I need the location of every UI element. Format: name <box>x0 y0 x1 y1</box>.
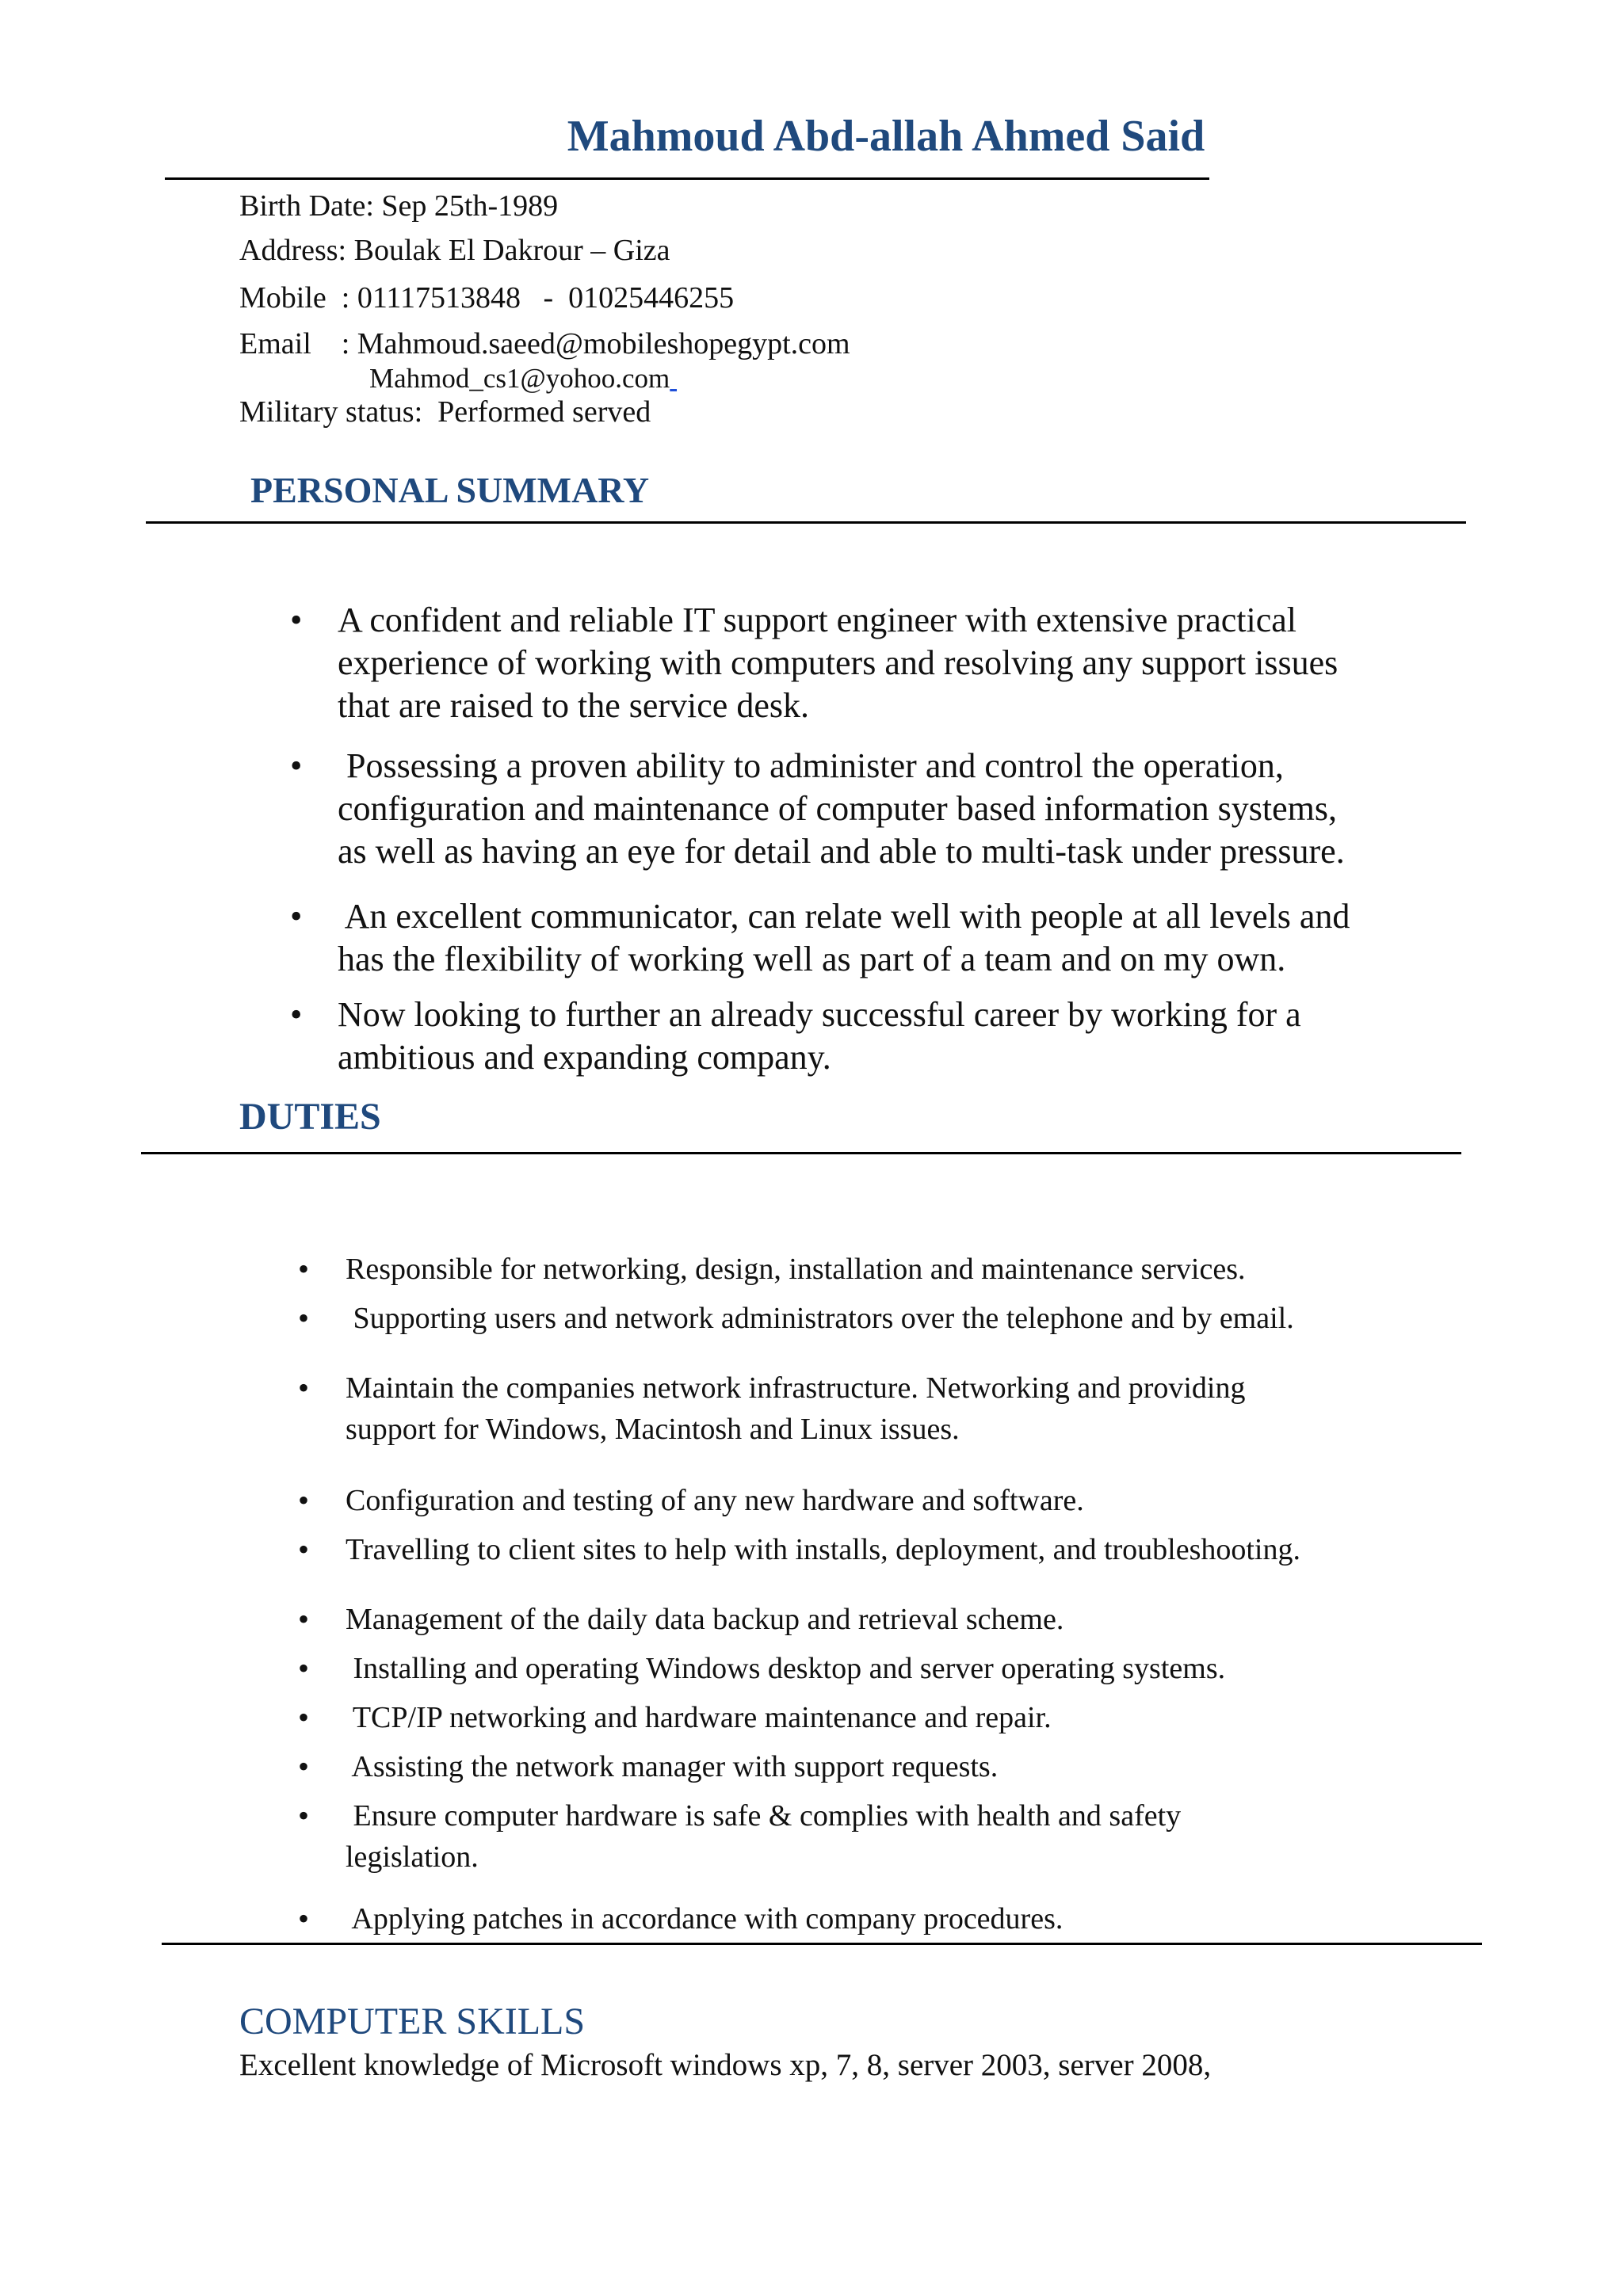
bullet-icon: • <box>298 1650 310 1686</box>
personal-summary-heading: PERSONAL SUMMARY <box>250 470 650 510</box>
header-rule <box>165 177 1209 180</box>
candidate-name: Mahmoud Abd-allah Ahmed Said <box>567 112 1205 161</box>
bullet-icon: • <box>290 995 303 1034</box>
duties-rule <box>141 1152 1461 1154</box>
bullet-icon: • <box>298 1749 310 1784</box>
duty-text: Supporting users and network administrators over the telephone and by email. <box>346 1302 1294 1335</box>
summary-text: has the flexibility of working well as part of a team and on my own. <box>338 940 1286 978</box>
duty-text: Management of the daily data backup and retrieval scheme. <box>346 1603 1064 1636</box>
duty-text: Assisting the network manager with support requests. <box>346 1750 999 1783</box>
duty-text: support for Windows, Macintosh and Linux issues. <box>346 1413 960 1446</box>
summary-text: as well as having an eye for detail and able to multi-task under pressure. <box>338 832 1345 871</box>
summary-text: Now looking to further an already successful career by working for a <box>338 995 1301 1034</box>
duties-bottom-rule <box>162 1943 1482 1945</box>
personal-summary-rule <box>146 521 1466 524</box>
duty-text: legislation. <box>346 1840 479 1874</box>
email: Email : Mahmoud.saeed@mobileshopegypt.com <box>239 327 850 360</box>
summary-text: configuration and maintenance of computer based information systems, <box>338 789 1337 828</box>
duty-text: Maintain the companies network infrastructure. Networking and providing <box>346 1371 1246 1405</box>
military-status: Military status: Performed served <box>239 395 651 429</box>
duty-text: Installing and operating Windows desktop and server operating systems. <box>346 1652 1226 1685</box>
birth-date: Birth Date: Sep 25th-1989 <box>239 189 559 223</box>
summary-text: ambitious and expanding company. <box>338 1038 831 1077</box>
duty-text: Responsible for networking, design, installation and maintenance services. <box>346 1253 1246 1286</box>
computer-skills-heading: COMPUTER SKILLS <box>239 2000 586 2042</box>
bullet-icon: • <box>298 1601 310 1637</box>
email-secondary <box>369 363 677 395</box>
mobile: Mobile : 01117513848 - 01025446255 <box>239 281 735 315</box>
bullet-icon: • <box>290 601 303 639</box>
address: Address: Boulak El Dakrour – Giza <box>239 234 670 267</box>
duty-text: Configuration and testing of any new hardware and software. <box>346 1484 1084 1517</box>
duty-text: Travelling to client sites to help with installs, deployment, and troubleshooting. <box>346 1533 1300 1566</box>
bullet-icon: • <box>298 1251 310 1287</box>
summary-text: experience of working with computers and resolving any support issues <box>338 643 1338 682</box>
duty-text: Ensure computer hardware is safe & complies with health and safety <box>346 1799 1182 1833</box>
computer-skills-text: Excellent knowledge of Microsoft windows xp, 7, 8, server 2003, server 2008, <box>239 2048 1212 2082</box>
bullet-icon: • <box>298 1370 310 1405</box>
summary-text: A confident and reliable IT support engineer with extensive practical <box>338 601 1296 639</box>
duties-heading: DUTIES <box>239 1096 381 1138</box>
summary-text: An excellent communicator, can relate well with people at all levels and <box>338 897 1350 936</box>
email-secondary-text[interactable]: Mahmod_cs1@yohoo.com <box>369 363 670 394</box>
bullet-icon: • <box>298 1531 310 1567</box>
bullet-icon: • <box>298 1482 310 1518</box>
bullet-icon: • <box>290 746 303 785</box>
link-underline <box>670 363 677 394</box>
duty-text: Applying patches in accordance with company procedures. <box>346 1902 1064 1936</box>
bullet-icon: • <box>290 897 303 936</box>
bullet-icon: • <box>298 1300 310 1336</box>
duty-text: TCP/IP networking and hardware maintenance and repair. <box>346 1701 1052 1734</box>
bullet-icon: • <box>298 1901 310 1936</box>
summary-text: Possessing a proven ability to administer and control the operation, <box>338 746 1284 785</box>
bullet-icon: • <box>298 1699 310 1735</box>
summary-text: that are raised to the service desk. <box>338 686 809 725</box>
bullet-icon: • <box>298 1798 310 1833</box>
